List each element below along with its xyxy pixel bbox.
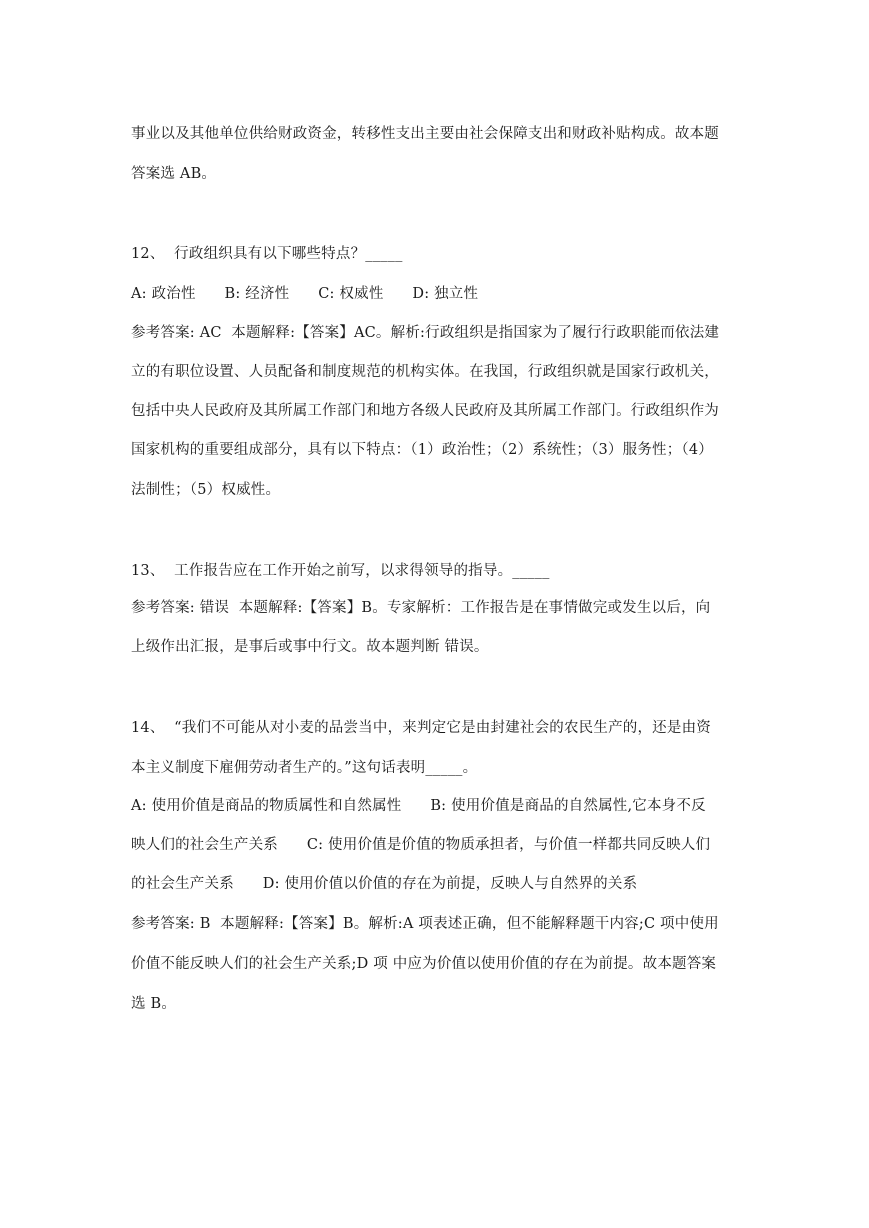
question-14-options: 映人们的社会生产关系 C: 使用价值是价值的物质承担者，与价值一样都共同反映人们	[131, 837, 711, 853]
question-12-answer: 国家机构的重要组成部分，具有以下特点：（1）政治性；（2）系统性；（3）服务性；（4）	[131, 442, 713, 458]
question-13-answer: 上级作出汇报，是事后或事中行文。故本题判断 错误。	[131, 639, 489, 655]
question-14-title: 14、 “我们不可能从对小麦的品尝当中，来判定它是由封建社会的农民生产的，还是由资	[131, 720, 711, 736]
question-12-answer: 参考答案: AC 本题解释:【答案】AC。解析:行政组织是指国家为了履行行政职能而依法建	[131, 325, 720, 341]
intro-line: 答案选 AB。	[131, 166, 217, 182]
question-14-answer: 参考答案: B 本题解释:【答案】B。解析:A 项表述正确，但不能解释题干内容;C 项中使用	[131, 916, 719, 932]
question-14-title: 本主义制度下雇佣劳动者生产的。”这句话表明_____。	[131, 760, 478, 776]
question-14-answer: 选 B。	[131, 996, 177, 1012]
question-12-options: A: 政治性 B: 经济性 C: 权威性 D: 独立性	[131, 286, 479, 302]
question-12-answer: 立的有职位设置、人员配备和制度规范的机构实体。在我国，行政组织就是国家行政机关，	[131, 364, 719, 380]
intro-line: 事业以及其他单位供给财政资金，转移性支出主要由社会保障支出和财政补贴构成。故本题	[131, 126, 719, 142]
question-13-answer: 参考答案: 错误 本题解释:【答案】B。专家解析：工作报告是在事情做完或发生以后，向	[131, 600, 711, 616]
question-12-answer: 法制性；（5）权威性。	[131, 482, 281, 498]
question-14-answer: 价值不能反映人们的社会生产关系;D 项 中应为价值以使用价值的存在为前提。故本题答案	[131, 956, 717, 972]
question-13-title: 13、 工作报告应在工作开始之前写，以求得领导的指导。_____	[131, 563, 550, 579]
question-14-options: 的社会生产关系 D: 使用价值以价值的存在为前提，反映人与自然界的关系	[131, 876, 638, 892]
question-12-title: 12、 行政组织具有以下哪些特点？_____	[131, 246, 403, 262]
question-12-answer: 包括中央人民政府及其所属工作部门和地方各级人民政府及其所属工作部门。行政组织作为	[131, 403, 719, 419]
question-14-options: A: 使用价值是商品的物质属性和自然属性 B: 使用价值是商品的自然属性,它本身不反	[131, 798, 706, 814]
